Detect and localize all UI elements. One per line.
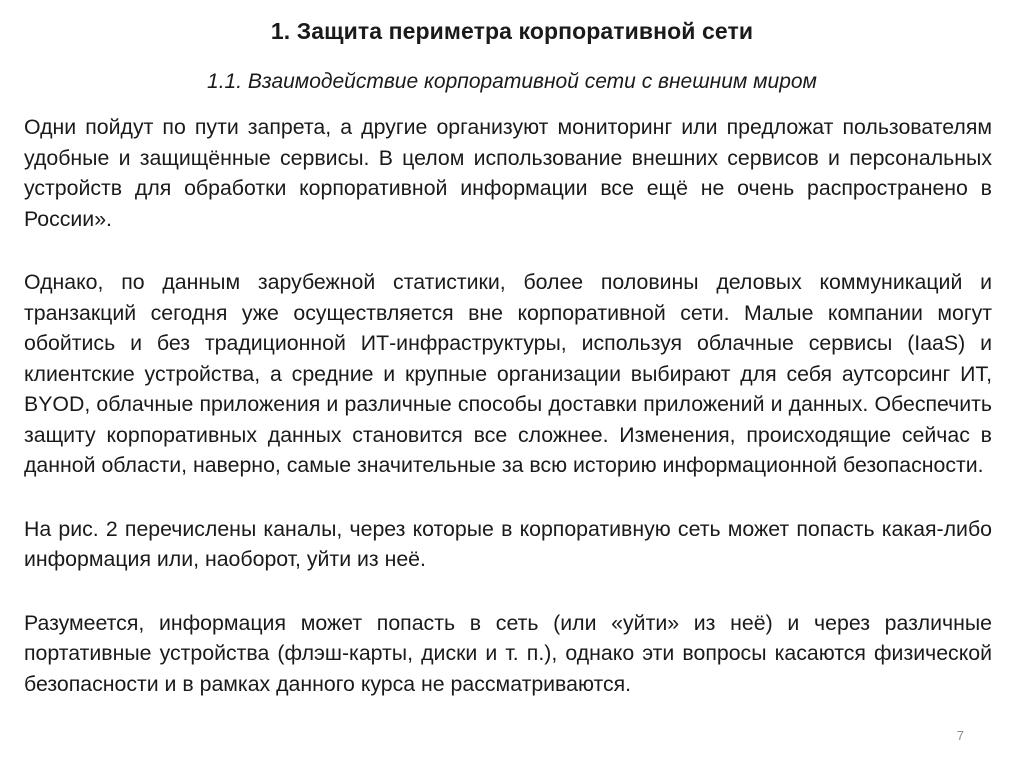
paragraph: Однако, по данным зарубежной статистики, более половины деловых коммуникаций и транзакций сегодня уже осуществляется вне корпоративной сети. Малые компании могут обойтись и без традиционной ИТ-инфраструктуры, используя облачные сервисы (IaaS) и клиентские устройства, а средние и крупные организации выбирают для себя аутсорсинг ИТ, BYOD, облачные приложения и различные способы доставки приложений и данных. Обеспечить защиту корпоративных данных становится все сложнее. Изменения, происходящие сейчас в данной области, наверно, самые значительные за всю историю информационной безопасности. [24, 270, 992, 477]
slide-subtitle: 1.1. Взаимодействие корпоративной сети с внешним миром [207, 70, 817, 93]
paragraph: Одни пойдут по пути запрета, а другие организуют мониторинг или предложат пользователям удобные и защищённые сервисы. В целом использование внешних сервисов и персональных устройств для обработки корпоративной информации все ещё не очень распространено в России». [24, 115, 992, 231]
slide-body [24, 112, 992, 732]
slide-title: 1. Защита периметра корпоративной сети [270, 18, 754, 44]
paragraph: Разумеется, информация может попасть в сеть (или «уйти» из неё) и через различные портативные устройства (флэш-карты, диски и т. п.), однако эти вопросы касаются физической безопасности и в рамках данного курса не рассматриваются. [24, 610, 992, 696]
paragraph: На рис. 2 перечислены каналы, через которые в корпоративную сеть может попасть какая-либо информация или, наоборот, уйти из неё. [24, 516, 992, 571]
page-number: 7 [956, 728, 964, 743]
